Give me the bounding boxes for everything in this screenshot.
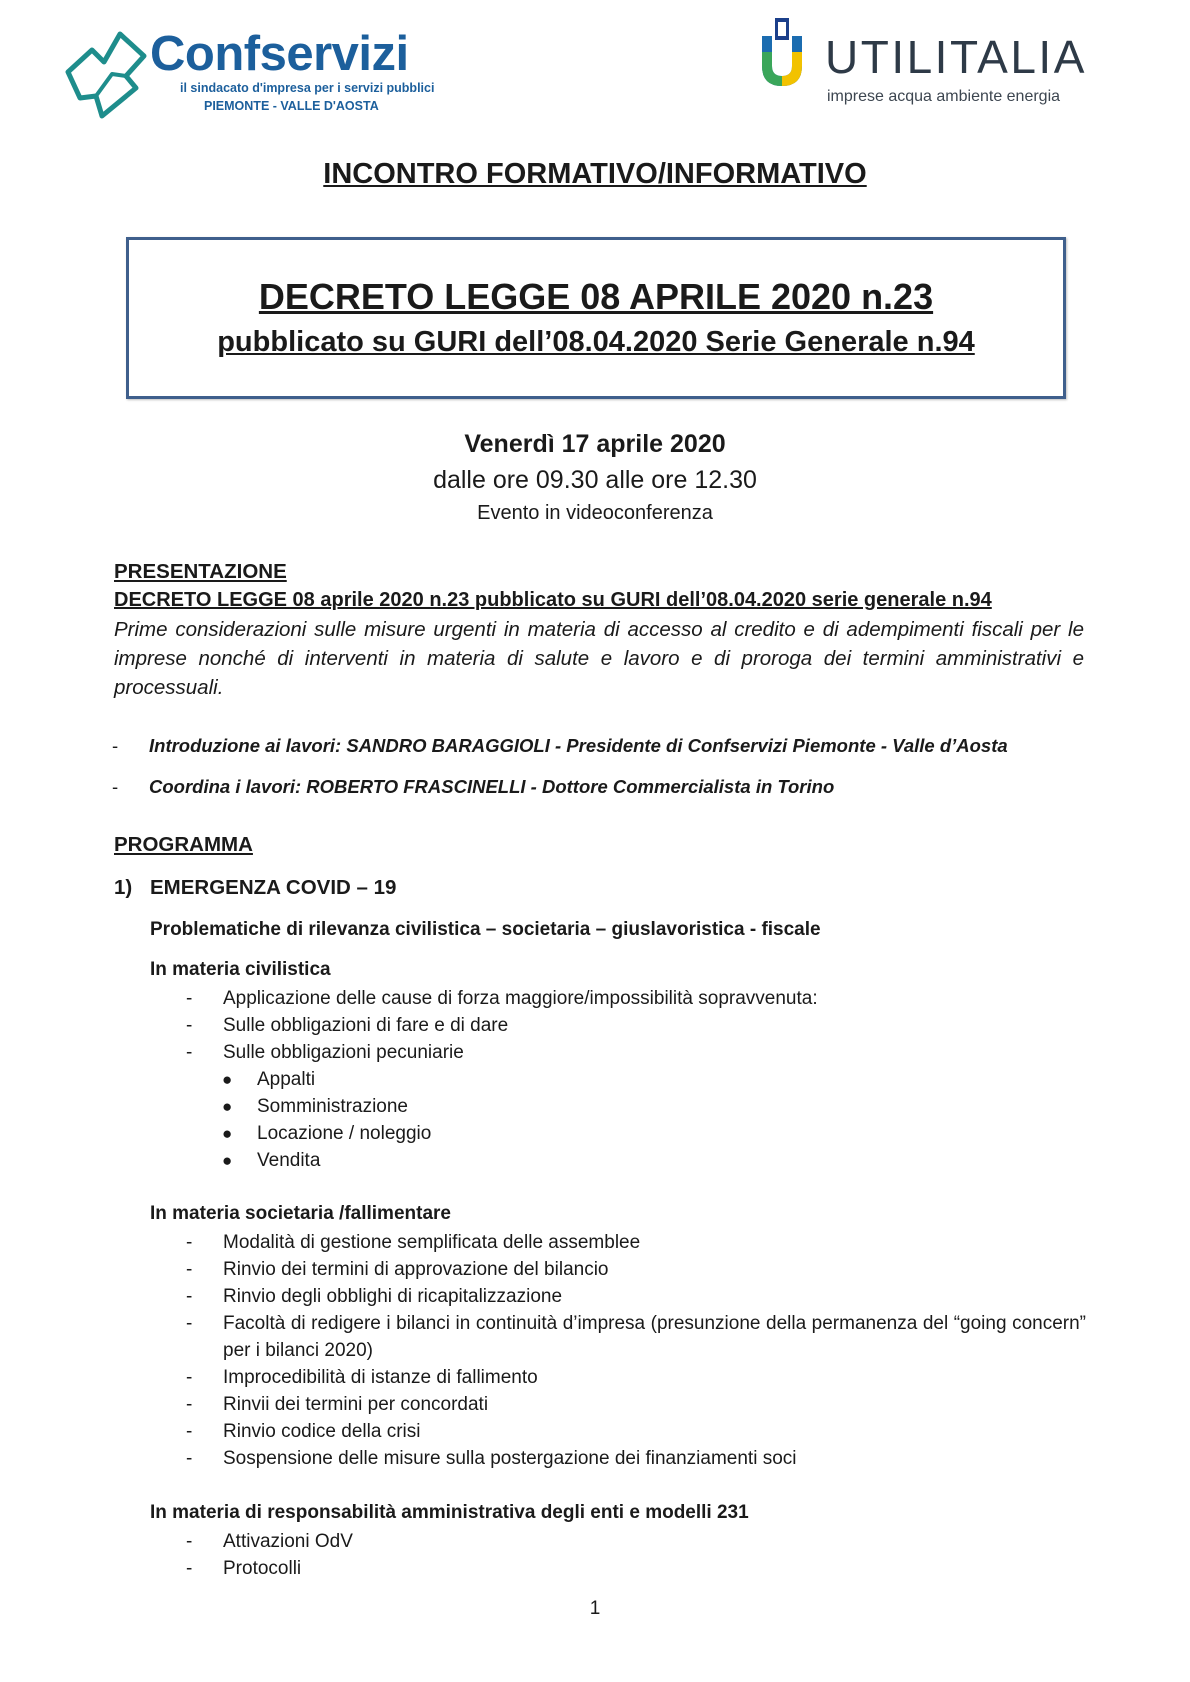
list-item: - Facoltà di redigere i bilanci in continuità d’impresa (presunzione della permanenza del “going concern” per i bilanci 2020) [186, 1310, 1086, 1364]
corporate-list [186, 1229, 1086, 1472]
presentation-heading: PRESENTAZIONE [114, 560, 287, 583]
confservizi-logo [62, 26, 442, 122]
utilitalia-logo-name: UTILITALIA [825, 31, 1087, 83]
utilitalia-logo-tagline: imprese acqua ambiente energia [827, 88, 1061, 105]
dash-marker: - [186, 1259, 193, 1280]
dash-marker: - [112, 776, 119, 797]
list-item: - Rinvio codice della crisi [186, 1418, 1086, 1445]
event-time: dalle ore 09.30 alle ore 12.30 [433, 466, 757, 494]
speaker-coordinator-text: Coordina i lavori: ROBERTO FRASCINELLI - Dottore Commercialista in Torino [149, 776, 835, 797]
bullet-icon: ● [222, 1097, 233, 1116]
list-item: ● Somministrazione [222, 1093, 431, 1120]
section-subtitle: Problematiche di rilevanza civilistica – societaria – giuslavoristica - fiscale [150, 919, 821, 940]
decree-title-box [126, 237, 1066, 399]
dash-marker: - [186, 1558, 193, 1579]
dash-marker: - [186, 988, 193, 1009]
dash-marker: - [186, 1232, 193, 1253]
page-number: 1 [589, 1598, 601, 1619]
admin-list [186, 1528, 1086, 1582]
event-mode: Evento in videoconferenza [477, 502, 713, 524]
event-date: Venerdì 17 aprile 2020 [464, 430, 726, 458]
dash-marker: - [186, 1313, 193, 1334]
dash-marker: - [186, 1448, 193, 1469]
dash-marker: - [186, 1394, 193, 1415]
programme-heading: PROGRAMMA [114, 833, 253, 856]
list-item: ● Vendita [222, 1147, 431, 1174]
civil-bullet-list [222, 1066, 431, 1174]
dash-marker: - [186, 1286, 193, 1307]
list-item: - Rinvii dei termini per concordati [186, 1391, 1086, 1418]
bullet-icon: ● [222, 1070, 233, 1089]
civil-heading: In materia civilistica [150, 959, 331, 980]
list-item: - Modalità di gestione semplificata delle assemblee [186, 1229, 1086, 1256]
bullet-icon: ● [222, 1124, 233, 1143]
admin-heading: In materia di responsabilità amministrativa degli enti e modelli 231 [150, 1502, 749, 1523]
confservizi-logo-region: PIEMONTE - VALLE D'AOSTA [204, 99, 379, 113]
presentation-subheading: DECRETO LEGGE 08 aprile 2020 n.23 pubblicato su GURI dell’08.04.2020 serie generale n.94 [114, 589, 992, 611]
utilitalia-logo [758, 18, 1088, 108]
event-type-heading: INCONTRO FORMATIVO/INFORMATIVO [323, 158, 867, 190]
section-number: 1) [114, 876, 133, 899]
list-item: - Improcedibilità di istanze di fallimento [186, 1364, 1086, 1391]
list-item: - Sospensione delle misure sulla postergazione dei finanziamenti soci [186, 1445, 1086, 1472]
list-item: - Sulle obbligazioni pecuniarie [186, 1039, 1086, 1066]
dash-marker: - [112, 735, 119, 756]
dash-marker: - [186, 1367, 193, 1388]
list-item: ● Appalti [222, 1066, 431, 1093]
dash-marker: - [186, 1042, 193, 1063]
dash-marker: - [186, 1015, 193, 1036]
speaker-intro-text: Introduzione ai lavori: SANDRO BARAGGIOLI - Presidente di Confservizi Piemonte - Valle d’Aosta [149, 735, 1008, 756]
confservizi-logo-mark-icon [62, 28, 148, 120]
dash-marker: - [186, 1531, 193, 1552]
confservizi-logo-name: Confservizi [150, 27, 409, 81]
list-item: - Rinvio dei termini di approvazione del bilancio [186, 1256, 1086, 1283]
list-item: - Sulle obbligazioni di fare e di dare [186, 1012, 1086, 1039]
list-item: - Applicazione delle cause di forza maggiore/impossibilità sopravvenuta: [186, 985, 1086, 1012]
civil-list [186, 985, 1086, 1066]
list-item: - Protocolli [186, 1555, 1086, 1582]
decree-publication: pubblicato su GURI dell’08.04.2020 Serie Generale n.94 [217, 326, 975, 358]
confservizi-logo-tagline: il sindacato d'impresa per i servizi pubblici [180, 81, 435, 95]
section-title: EMERGENZA COVID – 19 [150, 876, 397, 899]
dash-marker: - [186, 1421, 193, 1442]
corporate-heading: In materia societaria /fallimentare [150, 1203, 451, 1224]
presentation-description: Prime considerazioni sulle misure urgenti in materia di accesso al credito e di adempimenti fiscali per le imprese nonché di interventi in materia di salute e lavoro e di proroga dei termini amministrativi e processuali. [114, 618, 1084, 699]
list-item: - Attivazioni OdV [186, 1528, 1086, 1555]
list-item: ● Locazione / noleggio [222, 1120, 431, 1147]
list-item: - Rinvio degli obblighi di ricapitalizzazione [186, 1283, 1086, 1310]
bullet-icon: ● [222, 1151, 233, 1170]
utilitalia-logo-mark-icon [758, 18, 806, 86]
decree-title: DECRETO LEGGE 08 APRILE 2020 n.23 [258, 276, 934, 317]
